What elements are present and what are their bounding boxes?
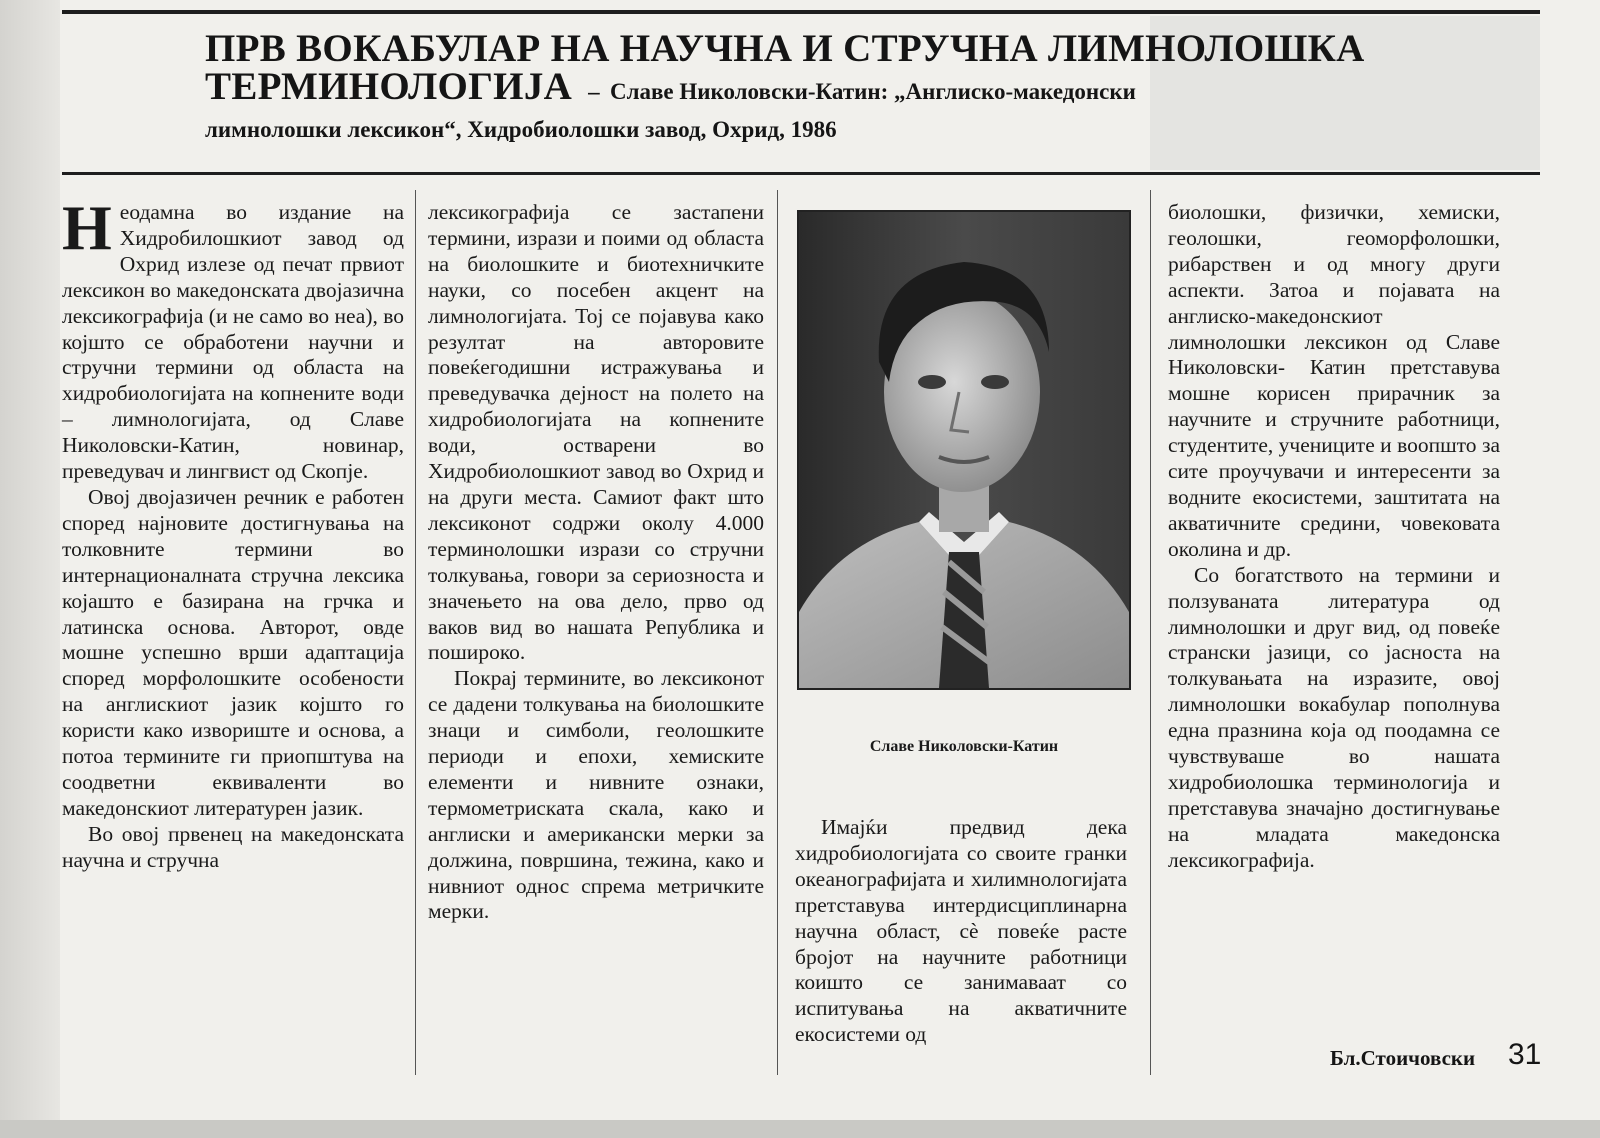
headline-line-2: ТЕРМИНОЛОГИЈА — [205, 65, 573, 108]
paragraph — [62, 192, 405, 485]
article-headline — [205, 27, 1540, 147]
paragraph: лексикографија се застапени термини, изрази и поими од областа на биолошките и биотехничките науки, со посебен акцент на лимнологијата. Тој се појавува како резултат на авторовите повеќегодишни истражувања и преведувачка дејност на полето на хидробиологијата на копнените води, остварени во Хидробиолошкиот завод во Охрид и на други места. Самиот факт што лексиконот содржи околу 4.000 терминолошки изрази со стручни толкувања, говори за сериозноста и значењето на ова дело, прво од ваков вид во нашата Република и пошироко. — [428, 200, 764, 665]
drop-cap: Н — [62, 192, 112, 263]
page-number: 31 — [1508, 1038, 1542, 1071]
top-rule — [62, 10, 1540, 14]
header-rule — [62, 172, 1540, 175]
paragraph: биолошки, физички, хемиски, геолошки, геоморфолошки, рибарствен и од многу други аспекти. Затоа и појавата на англиско-македонскиот лимнолошки лексикон од Славе Николовски- Катин претставува мошне корисен прирачник за научните и стручните работници, студентите, учениците и воопшто за сите проучувачи и интересенти за водните екосистеми, заштитата на акватичните средини, човековата околина и др. — [1168, 200, 1500, 561]
paragraph: Имајќи предвид дека хидробиологијата со своите гранки океанографијата и хилимнологијата претставува интердисциплинарна научна област, сè повеќе расте бројот на научните работници коишто се занимаваат со испитувања на акватичните екосистеми од — [795, 815, 1127, 1047]
headline-subtitle-part-2: лимнолошки лексикон“, Хидробиолошки завод, Охрид, 1986 — [205, 117, 837, 142]
photo-caption: Славе Николовски-Катин — [869, 738, 1059, 755]
headline-line-1: ПРВ ВОКАБУЛАР НА НАУЧНА И СТРУЧНА ЛИМНОЛОШКА — [205, 27, 1365, 70]
paragraph-text: еодамна во издание на Хидробилошкиот завод од Охрид излезе од печат првиот лексикон во македонската двојазична лексикографија (и не само во неа), во којшто се обработени научни и стручни термини од областа на хидробиологијата на копнените води – лимнологијата, од Славе Николовски-Катин, новинар, преведувач и лингвист од Скопје. — [62, 200, 405, 484]
paragraph: Овој двојазичен речник е работен според најновите достигнувања на толковните термини во интернационалната стручна лексика којашто е базирана на грчка и латинска основа. Авторот, овде мошне успешно врши адаптација според морфолошките особености на англискиот јазик којшто го користи како извориште и основа, а потоа термините ги приопштува на соодветни еквиваленти во македонскиот литературен јазик. — [62, 484, 404, 820]
headline-dash: – — [588, 79, 600, 104]
author-signature: Бл.Стоичовски — [1330, 1046, 1476, 1070]
article-column-1 — [62, 192, 405, 874]
column-divider-1 — [415, 190, 416, 1075]
article-column-3 — [795, 815, 1127, 1048]
paragraph: Со богатството на термини и ползуваната литература од лимнолошки и друг вид, од повеќе странски јазици, со јасноста на толкувањата на изразите, овој лимнолошки вокабулар пополнува една празнина која од поодамна се чувствуваше во нашата хидробиолошка терминологија и претставува значајно достигнување на младата македонска лексикографија. — [1168, 562, 1500, 872]
previous-page-edge — [0, 0, 60, 1120]
paragraph: Во овој првенец на македонската научна и стручна — [62, 821, 404, 872]
headline-subtitle-part-1: Славе Николовски-Катин: „Англиско-македонски — [609, 79, 1136, 104]
paragraph: Покрај термините, во лексиконот се дадени толкувања на биолошките знаци и симболи, геолошките периоди и епохи, хемиските елементи и нивните ознаки, термометриската скала, како и англиски и американски мерки за должина, површина, тежина, како и нивниот однос спрема метричките мерки. — [428, 666, 764, 924]
portrait-illustration — [799, 212, 1129, 688]
article-column-4 — [1168, 200, 1500, 874]
article-column-2 — [428, 200, 764, 925]
column-divider-2 — [777, 190, 778, 1075]
column-divider-3 — [1150, 190, 1151, 1075]
author-portrait-photo — [797, 210, 1131, 690]
